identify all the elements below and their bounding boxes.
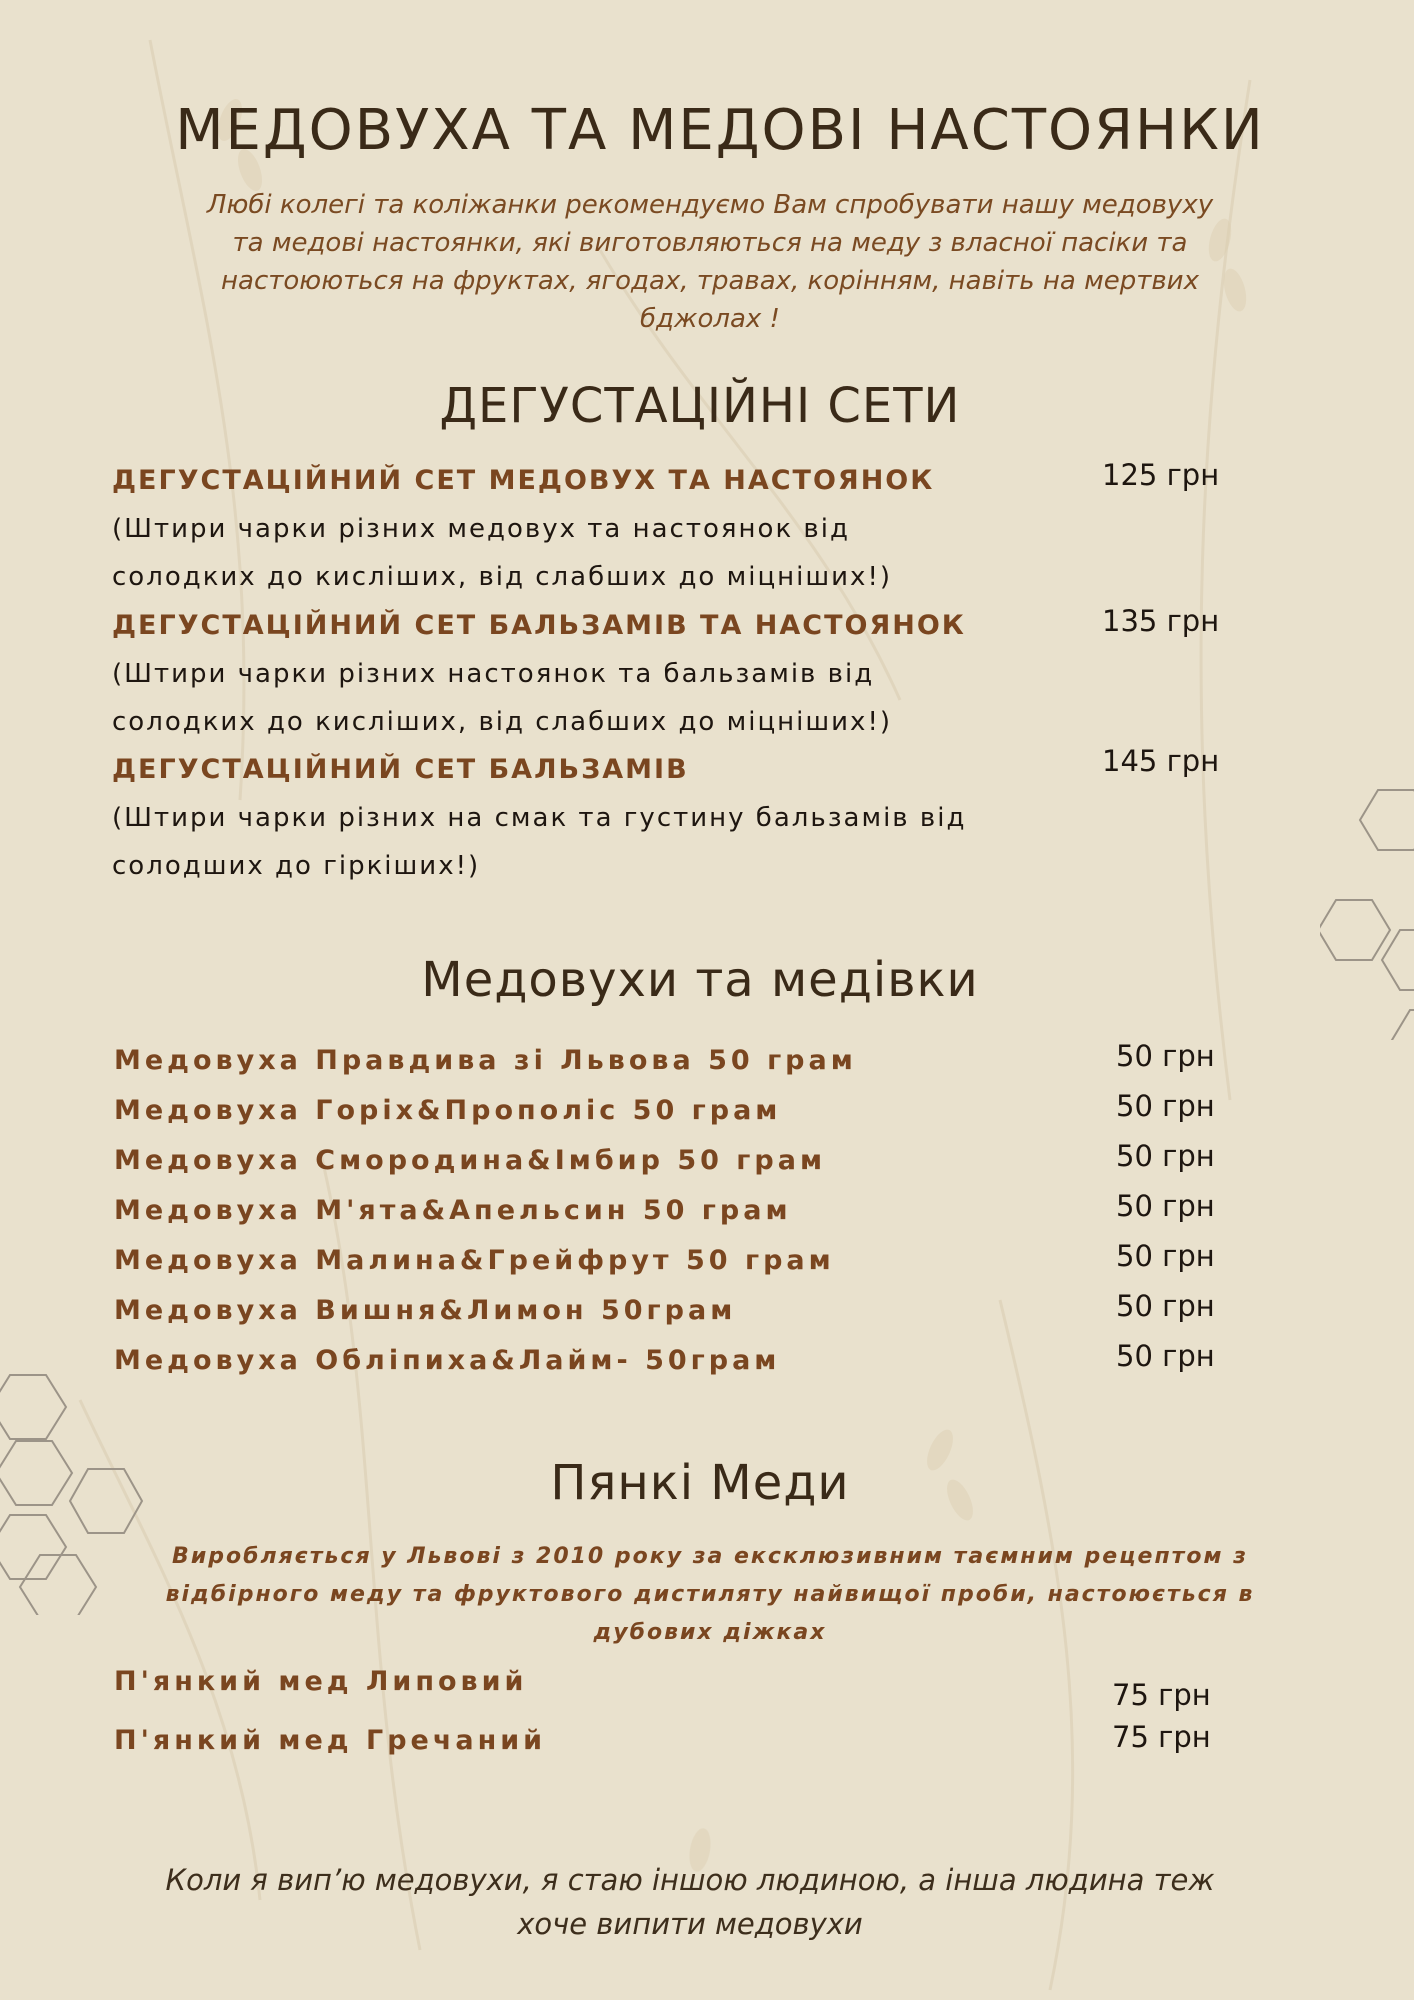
description-line: (Штири чарки різних медовух та настоянок від [112,514,850,544]
drunk-honey-item-name: П'янкий мед Липовий [114,1666,528,1697]
tasting-set-description [112,650,1062,746]
intro-line: настоюються на фруктах, ягодах, травах, корінням, навіть на мертвих [221,266,1199,296]
tasting-section-title: ДЕГУСТАЦІЙНІ СЕТИ [439,378,961,434]
mead-item-name: Медовуха Правдива зі Львова 50 грам [114,1045,857,1076]
mead-item-price: 50 грн [1116,1289,1215,1323]
quote-line: хоче випити медовухи [517,1907,863,1941]
meads-section-title: Медовухи та медівки [421,952,979,1008]
mead-item-name: Медовуха Обліпиха&Лайм- 50грам [114,1345,781,1376]
mead-item-price: 50 грн [1116,1339,1215,1373]
tasting-set-description [112,505,1062,601]
tasting-set-name: ДЕГУСТАЦІЙНИЙ СЕТ БАЛЬЗАМІВ [112,754,689,785]
description-line: дубових діжках [593,1620,827,1645]
description-line: солодших до гіркіших!) [112,851,481,881]
description-line: (Штири чарки різних настоянок та бальзамів від [112,659,875,689]
description-line: відбірного меду та фруктового дистиляту найвищої проби, настоюється в [165,1582,1255,1607]
mead-item-price: 50 грн [1116,1139,1215,1173]
mead-item-price: 50 грн [1116,1089,1215,1123]
description-line: солодких до кисліших, від слабших до міцніших!) [112,562,893,592]
mead-item-name: Медовуха Вишня&Лимон 50грам [114,1295,737,1326]
mead-item-name: Медовуха Малина&Грейфрут 50 грам [114,1245,835,1276]
drunk-honey-item-price: 75 грн [1112,1678,1211,1712]
footer-quote [100,1858,1280,1946]
tasting-set-name: ДЕГУСТАЦІЙНИЙ СЕТ МЕДОВУХ ТА НАСТОЯНОК [112,465,935,496]
drunk-honey-description [120,1538,1300,1652]
description-line: Виробляється у Львові з 2010 року за ексклюзивним таємним рецептом з [172,1544,1248,1569]
mead-item-name: Медовуха Горіх&Прополіс 50 грам [114,1095,782,1126]
description-line: солодких до кисліших, від слабших до міцніших!) [112,707,893,737]
intro-line: Любі колегі та коліжанки рекомендуємо Вам спробувати нашу медовуху [206,190,1214,220]
quote-line: Коли я вип’ю медовухи, я стаю іншою людиною, а інша людина теж [165,1863,1215,1897]
tasting-set-price: 135 грн [1102,604,1220,638]
tasting-set-description [112,794,1062,890]
mead-item-price: 50 грн [1116,1039,1215,1073]
drunk-honey-item-name: П'янкий мед Гречаний [114,1725,547,1756]
intro-line: та медові настоянки, які виготовляються на меду з власної пасіки та [232,228,1188,258]
tasting-set-price: 125 грн [1102,458,1220,492]
mead-item-price: 50 грн [1116,1239,1215,1273]
tasting-set-name: ДЕГУСТАЦІЙНИЙ СЕТ БАЛЬЗАМІВ ТА НАСТОЯНОК [112,610,966,641]
description-line: (Штири чарки різних на смак та густину бальзамів від [112,803,967,833]
mead-item-name: Медовуха Смородина&Імбир 50 грам [114,1145,827,1176]
drunk-honey-section-title: Пянкі Меди [550,1455,850,1511]
intro-line: бджолах ! [640,304,780,334]
page-title: МЕДОВУХА ТА МЕДОВІ НАСТОЯНКИ [175,98,1265,163]
intro-text [110,186,1310,338]
mead-item-price: 50 грн [1116,1189,1215,1223]
tasting-set-price: 145 грн [1102,744,1220,778]
drunk-honey-item-price: 75 грн [1112,1720,1211,1754]
mead-item-name: Медовуха М'ята&Апельсин 50 грам [114,1195,792,1226]
